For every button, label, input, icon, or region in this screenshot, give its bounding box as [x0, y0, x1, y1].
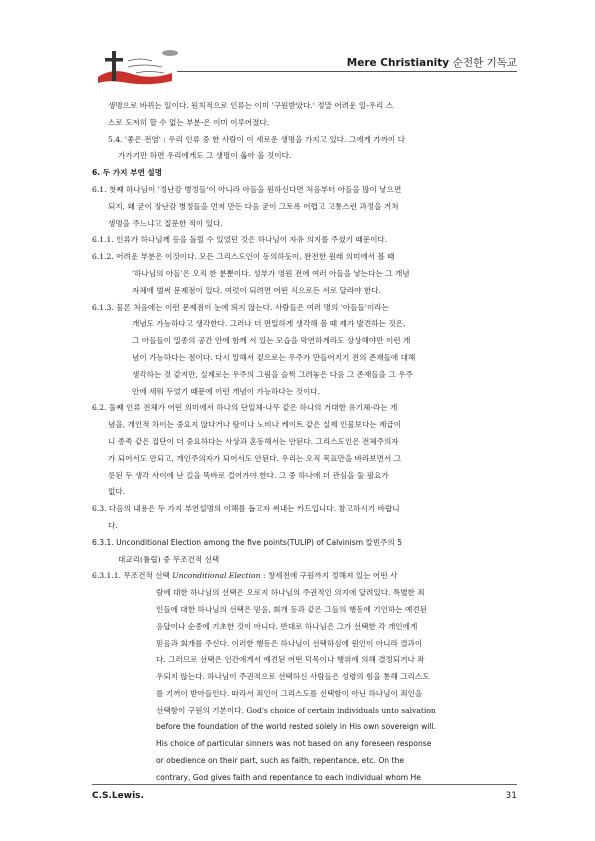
- document-body: [92, 98, 517, 787]
- term-italic: Unconditional Election: [172, 571, 261, 581]
- text-line: 가가기만 하면 우리에게도 그 생명이 옮아 올 것이다.: [118, 151, 292, 161]
- section-heading: 6. 두 가지 부연 설명: [92, 168, 163, 178]
- header-divider: [177, 71, 517, 72]
- text-line: 람에 대한 하나님의 선택은 오로지 하나님의 주권적인 의지에 달려있다. 특별한 죄: [156, 588, 425, 598]
- text-line: 념이 가능하다는 점이다. 다시 말해서 겉으로는 우주가 만들어지기 전의 존재들에 대해: [132, 352, 416, 362]
- text-line: 가 되어서도 안되고, 개인주의자가 되어서도 안된다. 우리는 오직 목표만을 바라보면서 그: [108, 453, 402, 463]
- cross-logo-icon: [92, 47, 202, 87]
- text-line: 생각하는 것 같지만, 실제로는 우주의 그림을 슬쩍 그려놓은 다음 그 존재들을 그 우주: [132, 369, 413, 379]
- text-line: 5.4. '좋은 전염' : 우리 인류 중 한 사람이 이 새로운 생명을 가지고 있다. 그에게 가까이 다: [108, 134, 405, 144]
- text-line: contrary, God gives faith and repentance to each individual whom He: [156, 772, 421, 782]
- text-line: 그 아들들이 밀종의 공간 안에 함께 서 있는 모습을 막연하게라도 상상해야만 이런 개: [132, 336, 411, 346]
- text-line: 생명을 주느냐고 질문한 적이 있다.: [108, 218, 223, 228]
- text-line: 생명으로 바뀌는 일이다. 원칙적으로 인류는 이미 '구원받았다.' 정말 어려운 일-우리 스: [108, 101, 394, 110]
- term-prefix: 6.3.1.1. 무조건적 선택: [92, 571, 173, 581]
- text-line: 안에 세워 두었기 때문에 이런 개념이 가능하다는 것이다.: [132, 386, 321, 396]
- text-line: 응답이나 순종에 기초한 것이 아니다. 반대로 하나님은 그가 선택한 각 개인에게: [156, 621, 418, 631]
- text-line: 념을, 개인적 차이는 중요지 않다거나 탐이나 노비나 케이트 같은 실제 인물보다는 계급이: [108, 420, 402, 430]
- text-line: 다.: [108, 520, 118, 530]
- text-line: 6.3.1. Unconditional Election among the five points(TULIP) of Calvinism 칼빈주의 5: [92, 537, 403, 547]
- text-line: or obedience on their part, such as faith, repentance, etc. On the: [156, 756, 404, 766]
- text-line: 6.2. 둘째 인류 전체가 어떤 의미에서 하나의 단일체-나무 같은 하나의 거대한 유기체-라는 개: [92, 403, 398, 413]
- text-line: 믿음과 회개를 주신다. 이러한 행동은 하나님이 선택하심에 원인이 아니라 결과이: [156, 638, 423, 648]
- text-line: 자체에 벌써 문제점이 있다. 여럿이 되려면 어떤 식으로든 서로 달라야 한다.: [132, 285, 382, 295]
- header-title-en: Mere Christianity: [346, 57, 450, 69]
- footer-author: C.S.Lewis.: [92, 791, 144, 801]
- header-title-ko: 순전한 기독교: [452, 57, 517, 69]
- text-line: 6.1.3. 물론 처음에는 이런 문제점이 눈에 띄지 않는다. 사람들은 여러 명의 '아들들'이라는: [92, 302, 389, 312]
- text-line-term: [92, 568, 517, 585]
- text-line: 되지, 왜 굳이 장난감 병정들을 먼저 만든 다음 굳이 그토록 어렵고 고통스런 과정을 거쳐: [108, 201, 399, 211]
- text-line: 없다.: [108, 487, 126, 497]
- text-line: 릇된 두 생각 사이에 난 길을 똑바로 걸어가야 한다. 그 중 하나에 더 관심을 둘 필요가: [108, 470, 389, 480]
- text-line: 6.1.2. 어려운 부분은 이것이다. 모든 그리스도인이 동의하듯이, 완전한 원래 의미에서 볼 때: [92, 252, 395, 262]
- page-footer: [92, 784, 517, 801]
- text-line: 우되지 않는다. 하나님이 주권적으로 선택하신 사람들은 성령의 힘을 통해 그리스도: [156, 672, 430, 682]
- text-line: 6.1.1. 인류가 하나님께 등을 돌릴 수 있었던 것은 하나님이 자유 의지를 주셨기 때문이다.: [92, 235, 388, 245]
- text-line: 를 기꺼이 받아들인다. 따라서 죄인이 그리스도를 선택함이 아닌 하나님이 죄인을: [156, 688, 423, 698]
- text-line: 6.3. 다음의 내용은 두 가지 부연설명의 이해를 돕고자 써내는 카드입니다. 참고하시기 바랍니: [92, 504, 400, 514]
- text-line: before the foundation of the world rested solely in His own sovereign will.: [156, 722, 437, 732]
- header-title: [347, 55, 517, 70]
- text-line: 개념도 가능하다고 생각한다. 그러나 더 면밀하게 생각해 볼 때 제가 발견하는 것은,: [132, 319, 406, 329]
- text-line: 스로 도저히 할 수 없는 부분-은 이미 이루어졌다.: [108, 117, 270, 127]
- text-line: 대교리(튤립) 중 무조건적 선택: [118, 554, 220, 564]
- text-line: 인들에 대한 하나님의 선택은 믿음, 회개 등과 같은 그들의 행동에 기인하는 예견된: [156, 604, 428, 614]
- text-line: 6.1. 첫째 하나님이 '정난감 병정들'이 아니라 아들을 원하신다면 처음부터 아들을 많이 낳으면: [92, 184, 402, 194]
- term-rest: : 창세전에 구원까지 정해져 있는 어떤 사: [260, 571, 398, 581]
- text-line: His choice of particular sinners was not based on any foreseen response: [156, 739, 432, 749]
- text-line: 니 종족 같은 집단이 더 중요하다는 사상과 혼동해서는 안된다. 그리스도인은 전체주의자: [108, 436, 399, 446]
- text-line: '하나님의 아들'은 오직 한 분뿐이다. 성부가 영원 전에 여러 아들을 낳는다는 그 개념: [132, 268, 410, 278]
- page-number: 31: [505, 791, 517, 801]
- text-line: 선택함이 구원의 기본이다. God's choice of certain individuals unto salvation: [156, 705, 436, 715]
- text-line: 다. 그러므로 선택은 인간에게서 예견된 어떤 덕목이나 행위에 의해 결정되거나 좌: [156, 655, 425, 665]
- page-header: [92, 50, 517, 80]
